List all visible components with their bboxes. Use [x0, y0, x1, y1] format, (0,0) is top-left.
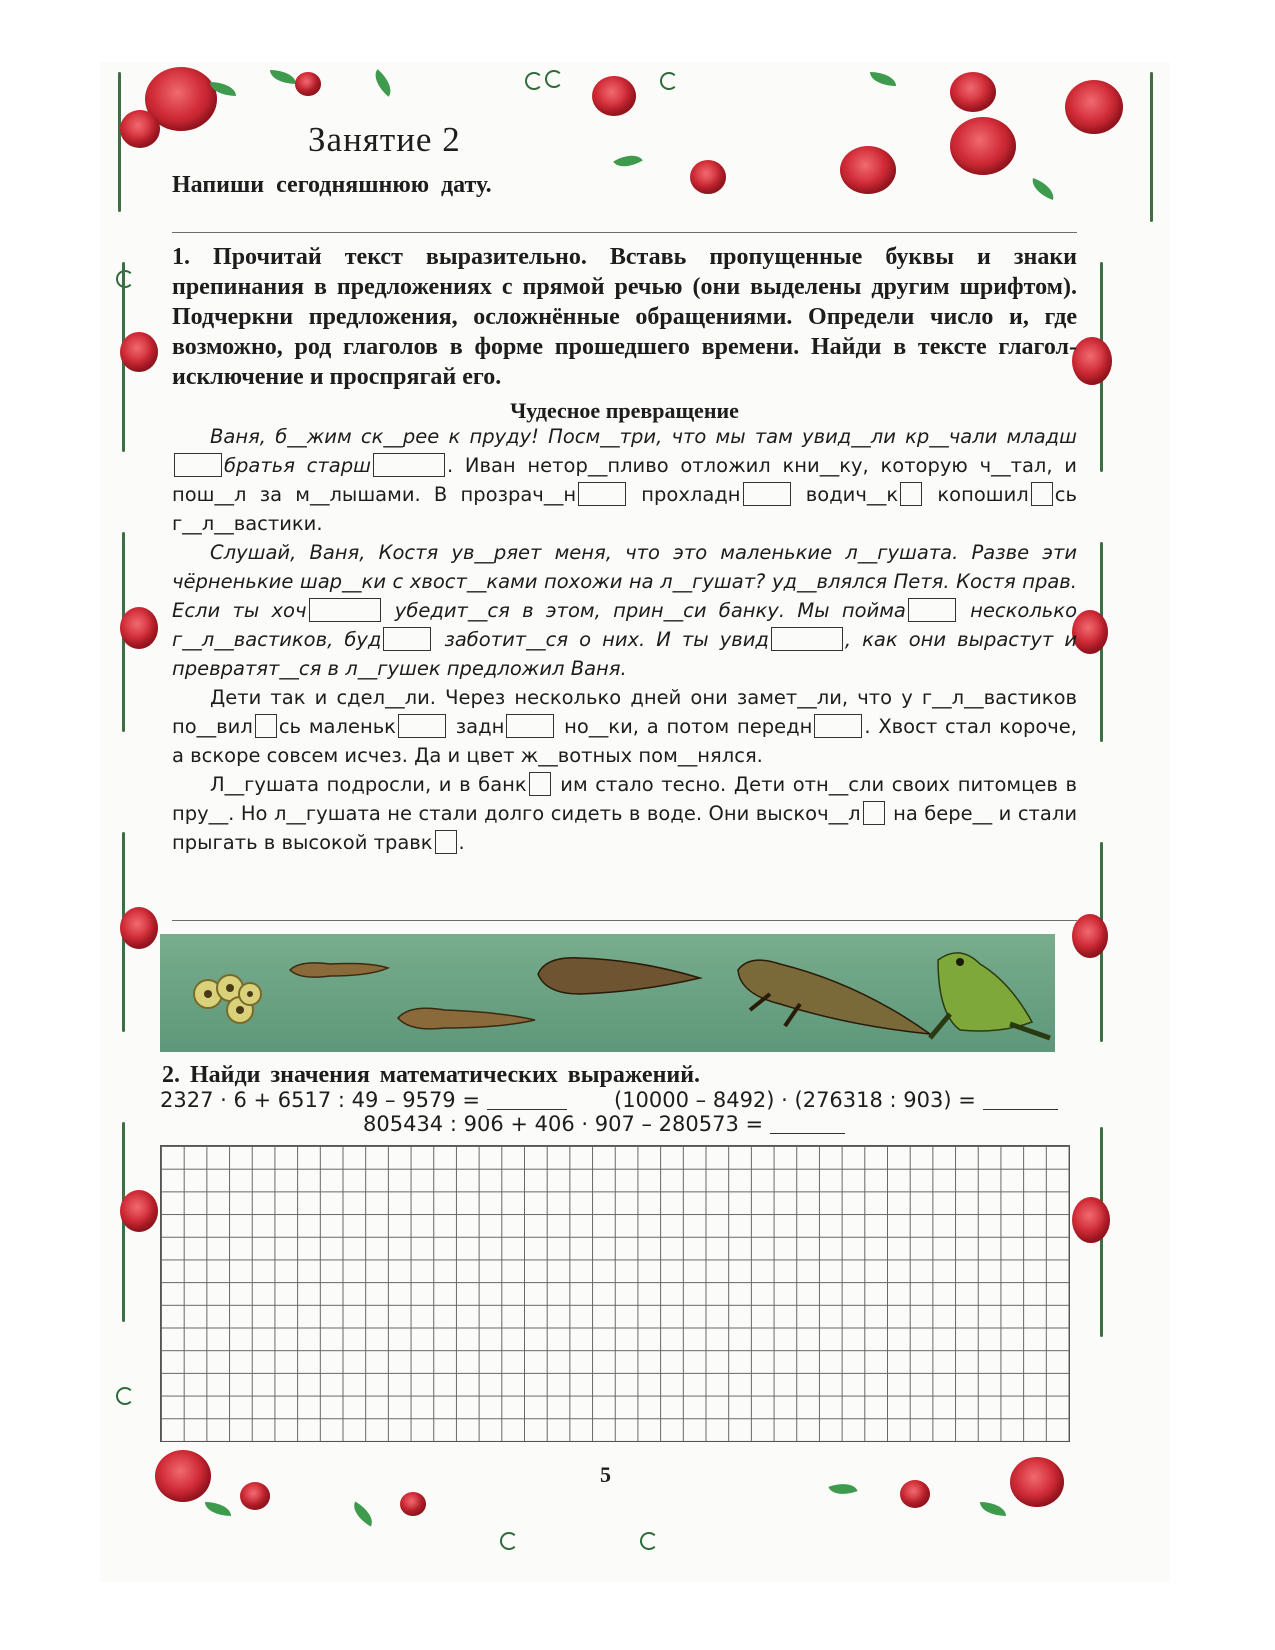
page-number: 5 — [600, 1462, 611, 1487]
tadpole-stage-3 — [538, 958, 700, 994]
answer-box[interactable] — [908, 598, 956, 622]
date-answer-line — [172, 232, 1077, 233]
answer-box[interactable] — [506, 714, 554, 738]
tadpole-stage-2 — [398, 1008, 535, 1029]
answer-line[interactable] — [487, 1089, 567, 1110]
story-paragraph-3: Дети так и сдел__ли. Через несколько дней они замет__ли, что у г__л__вастиков по__вил сь маленьк задн но__ки, а потом передн . Хвост стал короче, а вскоре совсем исчез. Да и цвет ж__вотных пом__нялся. — [172, 686, 1077, 767]
story-paragraph-2: Слушай, Ваня, Костя ув__ряет меня, что это маленькие л__гушата. Разве эти чёрненькие шар__ки с хвост__ками похожи на л__гушат? уд__влялся Петя. Костя прав. Если ты хоч убедит__ся в этом, прин__си банку. Мы пойма несколько г__л__вастиков, буд заботит__ся о них. И ты увид , как они вырастут и превратят__ся в л__гушек предложил Ваня. — [172, 541, 1077, 680]
lesson-title: Занятие 2 — [308, 120, 461, 159]
story-text — [172, 422, 1077, 857]
answer-line[interactable] — [983, 1089, 1058, 1110]
tadpole-stage-1 — [290, 963, 388, 977]
answer-box[interactable] — [900, 482, 922, 506]
answer-box[interactable] — [529, 772, 551, 796]
workbook-page — [100, 62, 1170, 1582]
answer-box[interactable] — [743, 482, 791, 506]
story-title: Чудесное превращение — [510, 398, 739, 423]
date-prompt: Напиши сегодняшнюю дату. — [172, 172, 492, 198]
story-paragraph-1: Ваня, б__жим ск__рее к пруду! Посм__три, что мы там увид__ли кр__чали младшбратья старш . Иван нетор__пливо отложил кни__ку, которую ч__тал, и пош__л за м__лышами. В прозрач__н прохладн водич__к копошил сь г__л__вастики. — [172, 425, 1077, 535]
section-divider — [172, 920, 1077, 921]
calculation-grid[interactable] — [160, 1145, 1070, 1442]
frog-eggs — [194, 975, 261, 1023]
answer-box[interactable] — [174, 453, 222, 477]
math-expression-1: 2327 · 6 + 6517 : 49 – 9579 = — [160, 1088, 567, 1112]
math-expression-2: (10000 – 8492) · (276318 : 903) = — [614, 1088, 1058, 1112]
task1-instruction: 1. Прочитай текст выразительно. Вставь пропущенные буквы и знаки препинания в предложениях с прямой речью (они выделены другим шрифтом). Подчеркни предложения, осложнённые обращениями. Определи число и, где возможно, род глаголов в форме прошедшего времени. Найди в тексте глагол-исключение и проспрягай его. — [172, 244, 1077, 390]
answer-box[interactable] — [383, 627, 431, 651]
answer-line[interactable] — [770, 1113, 845, 1134]
answer-box[interactable] — [309, 598, 381, 622]
adult-frog — [930, 953, 1050, 1038]
math-expression-3: 805434 : 906 + 406 · 907 – 280573 = — [363, 1112, 845, 1136]
answer-box[interactable] — [863, 801, 885, 825]
answer-box[interactable] — [255, 714, 277, 738]
frog-life-cycle-illustration — [160, 934, 1055, 1052]
answer-box[interactable] — [435, 830, 457, 854]
answer-box[interactable] — [373, 453, 445, 477]
tadpole-with-legs — [738, 960, 930, 1034]
answer-box[interactable] — [398, 714, 446, 738]
answer-box[interactable] — [1031, 482, 1053, 506]
answer-box[interactable] — [814, 714, 862, 738]
task2-title: 2. Найди значения математических выражений. — [162, 1062, 701, 1088]
story-paragraph-4: Л__гушата подросли, и в банк им стало тесно. Дети отн__сли своих питомцев в пру__. Но л__гушата не стали долго сидеть в воде. Они выскоч__л на бере__ и стали прыгать в высокой травк . — [172, 773, 1077, 854]
answer-box[interactable] — [771, 627, 843, 651]
answer-box[interactable] — [578, 482, 626, 506]
